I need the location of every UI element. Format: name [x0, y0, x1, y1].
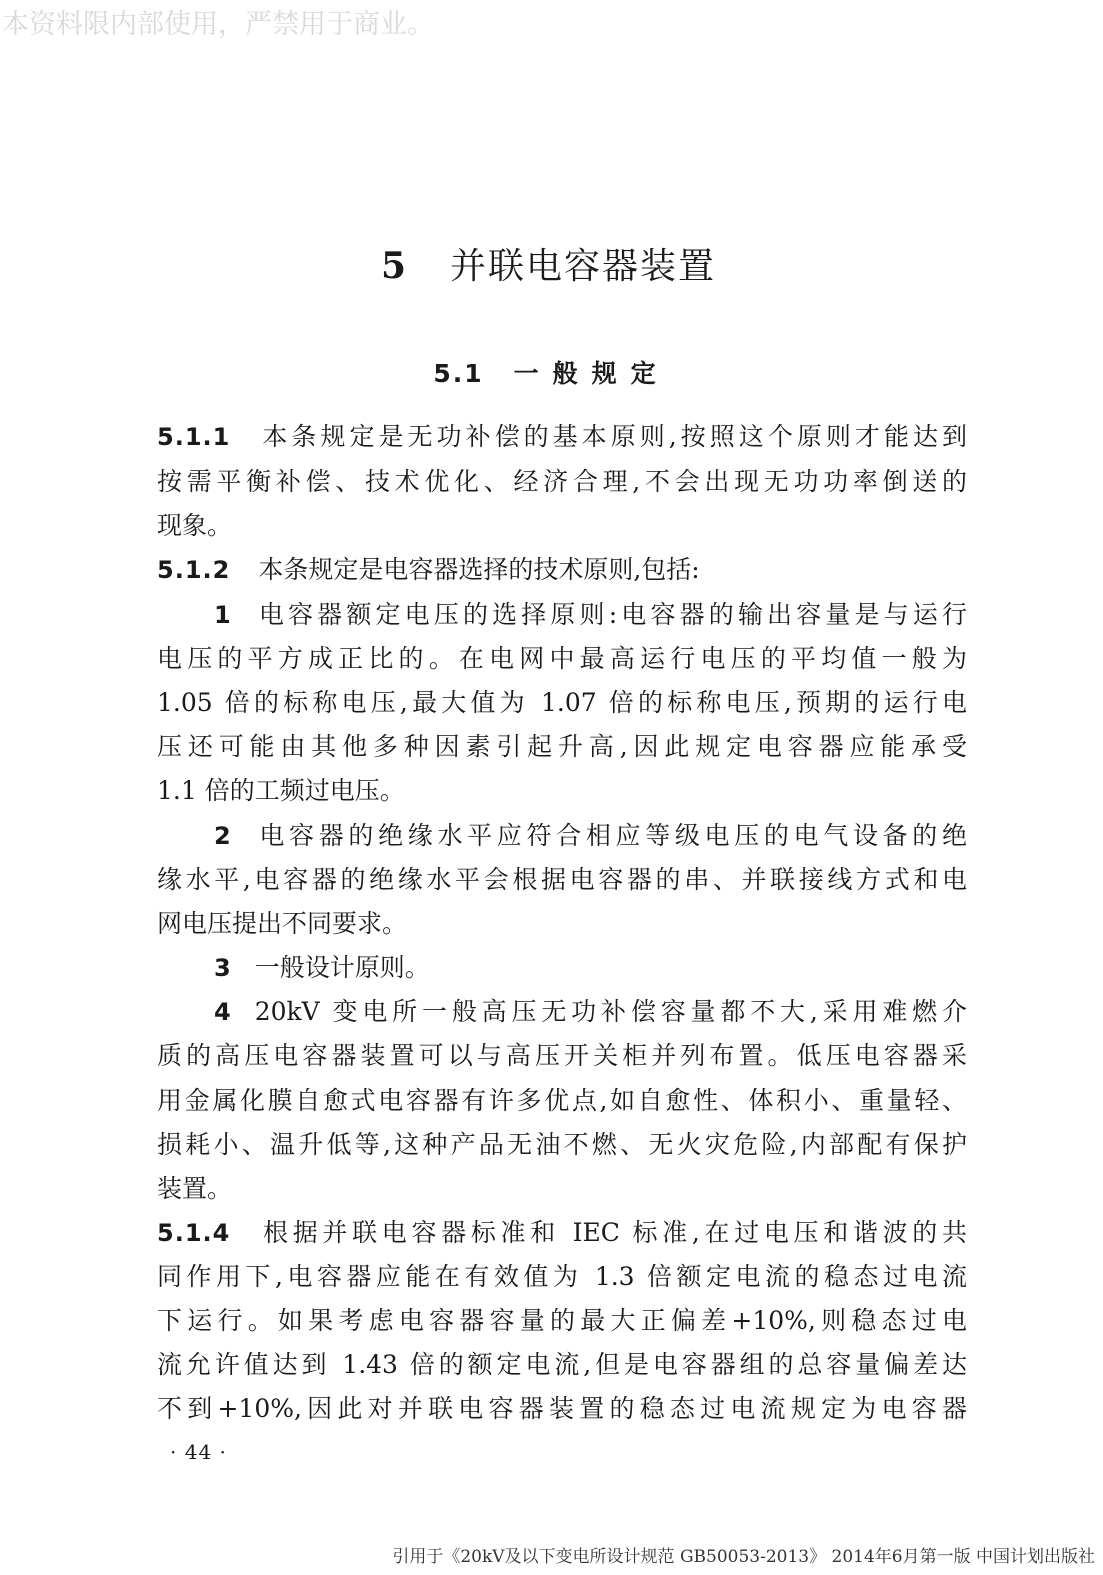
line-text: 损耗小、温升低等,这种产品无油不燃、无火灾危险,内部配有保护 [157, 1130, 967, 1159]
item-number: 4 [214, 998, 231, 1026]
line-text: 装置。 [157, 1174, 233, 1203]
line-text: 本条规定是电容器选择的技术原则,包括: [258, 555, 700, 584]
line-text: 下运行。如果考虑电容器容量的最大正偏差+10%,则稳态过电 [157, 1306, 967, 1335]
line-text: 网电压提出不同要求。 [157, 909, 408, 938]
line-text: 同作用下,电容器应能在有效值为 1.3 倍额定电流的稳态过电流 [157, 1262, 967, 1291]
clause-number: 5.1.1 [157, 423, 231, 451]
text-line [214, 814, 967, 858]
text-line [157, 460, 967, 504]
text-line [157, 548, 967, 592]
text-line [214, 593, 967, 637]
item-number: 1 [214, 601, 231, 629]
clause-number: 5.1.2 [157, 556, 231, 584]
line-text: 用金属化膜自愈式电容器有许多优点,如自愈性、体积小、重量轻、 [157, 1086, 967, 1115]
text-line [214, 990, 967, 1034]
text-line [157, 1299, 967, 1343]
line-text: 根据并联电容器标准和 IEC 标准,在过电压和谐波的共 [258, 1218, 967, 1247]
line-text: 20kV 变电所一般高压无功补偿容量都不大,采用难燃介 [254, 997, 967, 1026]
text-line [157, 1079, 967, 1123]
text-line [157, 1255, 967, 1299]
line-text: 电容器额定电压的选择原则:电容器的输出容量是与运行 [254, 600, 967, 629]
line-text: 不到+10%,因此对并联电容器装置的稳态过电流规定为电容器 [157, 1394, 967, 1423]
text-line [157, 1034, 967, 1078]
line-text: 流允许值达到 1.43 倍的额定电流,但是电容器组的总容量偏差达 [157, 1350, 967, 1379]
line-text: 1.1 倍的工频过电压。 [157, 776, 405, 805]
text-line [157, 769, 967, 813]
chapter-title [0, 238, 1103, 294]
text-line [157, 1343, 967, 1387]
text-line [157, 858, 967, 902]
line-text: 质的高压电容器装置可以与高压开关柜并列布置。低压电容器采 [157, 1041, 967, 1070]
section-title-text: 一般规定 [513, 359, 670, 388]
chapter-number: 5 [380, 245, 407, 287]
line-text: 压还可能由其他多种因素引起升高,因此规定电容器应能承受 [157, 732, 967, 761]
item-number: 3 [214, 954, 231, 982]
text-line [157, 725, 967, 769]
text-line [214, 946, 967, 990]
section-title [0, 354, 1103, 394]
text-line [157, 681, 967, 725]
text-line [157, 1211, 967, 1255]
line-text: 电容器的绝缘水平应符合相应等级电压的电气设备的绝 [254, 821, 967, 850]
line-text: 电压的平方成正比的。在电网中最高运行电压的平均值一般为 [157, 644, 967, 673]
text-line [157, 1123, 967, 1167]
text-line [157, 504, 967, 548]
page-number: · 44 · [170, 1440, 227, 1464]
text-line [157, 637, 967, 681]
section-number: 5.1 [433, 359, 484, 388]
text-line [157, 902, 967, 946]
watermark-text: 本资料限内部使用，严禁用于商业。 [2, 9, 434, 40]
line-text: 缘水平,电容器的绝缘水平会根据电容器的串、并联接线方式和电 [157, 865, 967, 894]
line-text: 一般设计原则。 [254, 953, 430, 982]
line-text: 按需平衡补偿、技术优化、经济合理,不会出现无功功率倒送的 [157, 467, 967, 496]
item-number: 2 [214, 822, 231, 850]
line-text: 1.05 倍的标称电压,最大值为 1.07 倍的标称电压,预期的运行电 [157, 688, 967, 717]
citation-footer: 引用于《20kV及以下变电所设计规范 GB50053-2013》 2014年6月第一版 中国计划出版社 [392, 1547, 1095, 1567]
text-line [157, 1167, 967, 1211]
chapter-title-text: 并联电容器装置 [450, 246, 717, 287]
clause-number: 5.1.4 [157, 1219, 231, 1247]
text-line [157, 415, 967, 459]
line-text: 现象。 [157, 511, 233, 540]
text-line [157, 1387, 967, 1431]
line-text: 本条规定是无功补偿的基本原则,按照这个原则才能达到 [258, 422, 967, 451]
